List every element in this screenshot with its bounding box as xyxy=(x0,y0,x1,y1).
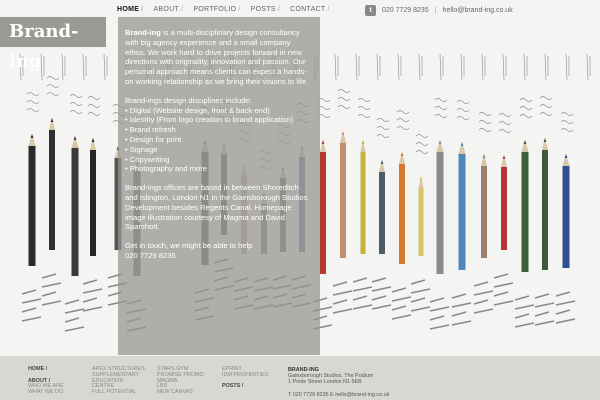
intro-panel xyxy=(118,17,320,355)
sketch-mark xyxy=(392,306,406,310)
contact-bar xyxy=(365,5,513,16)
sketch-mark xyxy=(556,292,570,296)
pencil-lead xyxy=(74,136,77,140)
sketch-mark xyxy=(411,307,430,311)
nav-portfolio[interactable]: PORTFOLIO / xyxy=(193,6,241,13)
sketch-mark xyxy=(452,312,466,316)
footer-link[interactable]: MAGMA xyxy=(157,377,178,384)
footer-link-posts[interactable]: POSTS / xyxy=(222,383,244,390)
pencil-body xyxy=(90,150,96,256)
sketch-mark xyxy=(372,278,386,282)
sketch-mark xyxy=(411,289,430,293)
list-item: • Design for print xyxy=(125,135,313,145)
footer-link-home[interactable]: HOME / xyxy=(28,366,48,372)
sketch-mark xyxy=(338,106,350,109)
sketch-mark xyxy=(435,99,447,102)
sketch-mark xyxy=(457,101,469,104)
sketch-mark xyxy=(65,327,84,331)
pencil-lead xyxy=(31,134,34,138)
sketch-mark xyxy=(397,111,409,114)
sketch-mark xyxy=(482,54,485,80)
sketch-mark xyxy=(377,127,389,130)
sketch-mark xyxy=(22,308,36,312)
footer-contact-line: T 020 7729 8235 E hello@brand-ing.co.uk xyxy=(288,391,390,398)
sketch-mark xyxy=(587,54,590,80)
contact-cta: Get in touch, we might be able to help xyxy=(125,241,253,251)
sketch-mark xyxy=(457,117,469,120)
list-item: • Photography and more xyxy=(125,164,313,174)
sketch-mark xyxy=(358,115,370,118)
sketch-mark xyxy=(372,305,391,309)
pencil-lead xyxy=(342,131,345,135)
sketch-mark xyxy=(372,287,391,291)
sketch-mark xyxy=(338,90,350,93)
footer-address xyxy=(288,367,389,398)
brand-logo[interactable]: Brand-ing xyxy=(0,17,106,47)
pencil-body xyxy=(481,166,487,258)
sketch-mark xyxy=(479,121,491,124)
pencil-lead xyxy=(439,140,442,144)
sketch-mark xyxy=(545,54,548,80)
sketch-mark xyxy=(535,294,549,298)
sketch-mark xyxy=(556,301,575,305)
sketch-mark xyxy=(372,296,386,300)
sketch-mark xyxy=(353,305,372,309)
sketch-mark xyxy=(411,280,425,284)
sketch-mark xyxy=(70,95,82,98)
pencil-body xyxy=(379,172,385,254)
sketch-mark xyxy=(515,305,534,309)
footer-link[interactable]: CENTRE xyxy=(92,383,115,390)
twitter-icon[interactable]: t xyxy=(365,5,376,16)
sketch-mark xyxy=(333,300,347,304)
header-phone: 020 7729 8235 xyxy=(382,7,429,14)
sketch-mark xyxy=(419,54,422,80)
sketch-mark xyxy=(353,296,367,300)
sketch-mark xyxy=(540,105,552,108)
sketch-mark xyxy=(88,97,100,100)
sketch-mark xyxy=(83,307,102,311)
sketch-mark xyxy=(83,289,102,293)
footer-link-who-we-are[interactable]: WHO WE ARE xyxy=(28,383,64,390)
nav-posts[interactable]: POSTS / xyxy=(250,6,281,13)
sketch-mark xyxy=(22,299,41,303)
sketch-mark xyxy=(540,113,552,116)
pencil-body xyxy=(563,166,570,268)
intro-paragraph: Brand-ing is a multi-disciplinary design consultancy with big agency experience and a small company ethos. We work hard to drive projects forward in new directions with originality, innovation and passion. Our personal approach means clients can expect a hands-on working relationship as we bring their visions to life. xyxy=(125,28,309,86)
sketch-mark xyxy=(452,294,466,298)
sketch-mark xyxy=(520,115,532,118)
pencil-lead xyxy=(565,154,568,158)
sketch-mark xyxy=(377,119,389,122)
pencil-body xyxy=(542,150,548,270)
sketch-mark xyxy=(561,129,573,132)
sketch-mark xyxy=(411,298,425,302)
sketch-mark xyxy=(430,307,449,311)
sketch-mark xyxy=(356,54,359,80)
sketch-mark xyxy=(65,318,79,322)
footer-link[interactable]: PROMISE PROMO xyxy=(157,371,204,378)
brand-name: Brand-ing xyxy=(125,28,161,37)
list-item: • Signage xyxy=(125,145,313,155)
sketch-mark xyxy=(70,111,82,114)
sketch-mark xyxy=(461,54,464,80)
sketch-mark xyxy=(42,274,56,278)
pencil-body xyxy=(320,152,326,274)
sketch-mark xyxy=(416,143,428,146)
sketch-mark xyxy=(397,119,409,122)
sketch-mark xyxy=(440,54,443,80)
nav-home[interactable]: HOME / xyxy=(117,6,144,13)
sketch-mark xyxy=(494,292,508,296)
sketch-mark xyxy=(377,135,389,138)
sketch-mark xyxy=(22,317,41,321)
sketch-mark xyxy=(452,321,471,325)
pencil-body xyxy=(29,146,36,266)
sketch-mark xyxy=(47,93,59,96)
pencil-body xyxy=(522,152,529,272)
sketch-mark xyxy=(83,54,86,80)
pencil-lead xyxy=(524,140,527,144)
sketch-mark xyxy=(358,107,370,110)
list-item: • Copywriting xyxy=(125,155,313,165)
sketch-mark xyxy=(566,54,569,80)
sketch-mark xyxy=(65,309,84,313)
sketch-mark xyxy=(524,54,527,80)
sketch-mark xyxy=(556,319,575,323)
sketch-mark xyxy=(561,113,573,116)
sketch-mark xyxy=(27,93,39,96)
sketch-mark xyxy=(499,122,511,125)
pencil-lead xyxy=(322,140,325,144)
footer-link[interactable]: EPRINT xyxy=(222,366,242,372)
sketch-mark xyxy=(358,99,370,102)
sketch-mark xyxy=(416,135,428,138)
sketch-mark xyxy=(42,292,56,296)
footer-link[interactable]: STARS GYM xyxy=(157,366,189,372)
sketch-mark xyxy=(515,323,534,327)
pencil-body xyxy=(49,130,55,250)
sketch-mark xyxy=(47,77,59,80)
sketch-mark xyxy=(88,113,100,116)
pencil-lead xyxy=(461,142,464,146)
location-paragraph: Brand-ings offices are based in between Shoreditch and Islington, London N1 in the Gainsborough Studios Development besides Regents Canal. Homepage image illustration courtesy of Magma and David Sparshott. xyxy=(125,183,308,232)
pencil-body xyxy=(419,188,424,256)
list-item: • Identity (From logo creation to brand application) xyxy=(125,115,313,125)
sketch-mark xyxy=(27,101,39,104)
sketch-mark xyxy=(535,321,554,325)
sketch-mark xyxy=(392,315,411,319)
sketch-mark xyxy=(398,54,401,80)
pencil-body xyxy=(399,164,405,264)
disciplines-heading: Brand-ings design disciplines include: xyxy=(125,95,252,105)
sketch-mark xyxy=(556,310,570,314)
pencil-lead xyxy=(92,138,95,142)
sketch-mark xyxy=(27,109,39,112)
sketch-mark xyxy=(561,121,573,124)
sketch-mark xyxy=(416,151,428,154)
footer-col-portfolio-1 xyxy=(92,367,145,396)
sketch-mark xyxy=(540,97,552,100)
pencil-body xyxy=(501,167,507,250)
nav-contact[interactable]: CONTACT / xyxy=(290,6,330,13)
pencil-lead xyxy=(420,176,423,180)
sketch-mark xyxy=(494,274,508,278)
footer-link[interactable]: FULL POTENTIAL xyxy=(92,389,137,396)
sketch-mark xyxy=(474,300,488,304)
sketch-mark xyxy=(338,98,350,101)
disciplines-list xyxy=(125,106,313,175)
sketch-mark xyxy=(503,54,506,80)
sketch-mark xyxy=(494,283,513,287)
sketch-mark xyxy=(474,309,493,313)
list-item: • Brand refresh xyxy=(125,125,313,135)
pencil-lead xyxy=(51,118,54,122)
list-item: • Digital (Website design, front & back-end) xyxy=(125,106,313,116)
sketch-mark xyxy=(535,312,549,316)
sketch-mark xyxy=(65,300,79,304)
sketch-mark xyxy=(104,54,107,80)
pencil-body xyxy=(72,148,79,276)
pencil-lead xyxy=(503,155,506,159)
contact-separator: | xyxy=(434,7,437,14)
pencil-lead xyxy=(401,152,404,156)
footer-col-portfolio-2 xyxy=(157,367,204,396)
sketch-mark xyxy=(457,109,469,112)
footer-link[interactable]: IDM PROPERTIES xyxy=(222,371,269,378)
sketch-mark xyxy=(474,282,488,286)
pencil-body xyxy=(361,152,366,254)
sketch-mark xyxy=(83,298,97,302)
sketch-mark xyxy=(70,103,82,106)
footer-link[interactable]: NEW CANVAS xyxy=(157,389,193,396)
sketch-mark xyxy=(353,278,367,282)
sketch-mark xyxy=(377,54,380,80)
sketch-mark xyxy=(335,54,338,80)
sketch-mark xyxy=(430,325,449,329)
sketch-mark xyxy=(435,107,447,110)
sketch-mark xyxy=(479,113,491,116)
cta-phone: 020 7729 8235 xyxy=(125,250,176,260)
pencil-lead xyxy=(544,138,547,142)
footer-col-nav xyxy=(28,367,64,396)
pencil-lead xyxy=(483,154,486,158)
sketch-mark xyxy=(430,316,444,320)
sketch-mark xyxy=(499,114,511,117)
pencil-body xyxy=(459,154,466,270)
sketch-mark xyxy=(452,303,471,307)
footer-link-about[interactable]: ABOUT / xyxy=(28,377,51,384)
sketch-mark xyxy=(435,115,447,118)
sketch-mark xyxy=(515,314,529,318)
footer-address-line: Gainsborough Studios, The Podium xyxy=(288,373,374,380)
footer-link[interactable]: LBS xyxy=(157,383,168,390)
sketch-mark xyxy=(479,129,491,132)
sketch-mark xyxy=(474,291,493,295)
sketch-mark xyxy=(392,288,406,292)
footer-company-name: BRAND-ING xyxy=(288,367,319,373)
sketch-mark xyxy=(62,54,65,80)
sketch-mark xyxy=(47,85,59,88)
footer-address-line: 1 Poole Street London N1 5EB xyxy=(288,379,362,386)
header-email-link[interactable]: hello@brand-ing.co.uk xyxy=(442,7,513,14)
sketch-mark xyxy=(520,107,532,110)
sketch-mark xyxy=(499,130,511,133)
footer-link[interactable]: EDUCATION xyxy=(92,377,124,384)
sketch-mark xyxy=(392,297,411,301)
sketch-mark xyxy=(515,296,529,300)
sketch-mark xyxy=(397,127,409,130)
sketch-mark xyxy=(333,291,352,295)
sketch-mark xyxy=(88,105,100,108)
sketch-mark xyxy=(83,280,97,284)
sketch-mark xyxy=(42,301,61,305)
footer-link[interactable]: SUPPLEMENTARY xyxy=(92,371,140,378)
footer-link-what-we-do[interactable]: WHAT WE DO xyxy=(28,389,64,396)
footer-link[interactable]: APEX STRUCTURES xyxy=(92,366,145,372)
nav-about[interactable]: ABOUT / xyxy=(153,6,184,13)
sketch-mark xyxy=(430,298,444,302)
sketch-mark xyxy=(42,283,61,287)
footer xyxy=(0,356,600,400)
pencil-lead xyxy=(362,140,365,144)
pencil-lead xyxy=(381,160,384,164)
main-nav xyxy=(117,6,330,13)
sketch-mark xyxy=(494,301,513,305)
sketch-mark xyxy=(333,282,347,286)
footer-col-portfolio-3 xyxy=(222,367,268,390)
sketch-mark xyxy=(333,309,352,313)
sketch-mark xyxy=(535,303,554,307)
sketch-mark xyxy=(520,99,532,102)
pencil-body xyxy=(340,143,346,258)
pencil-body xyxy=(437,152,444,274)
sketch-mark xyxy=(353,287,372,291)
sketch-mark xyxy=(22,290,36,294)
